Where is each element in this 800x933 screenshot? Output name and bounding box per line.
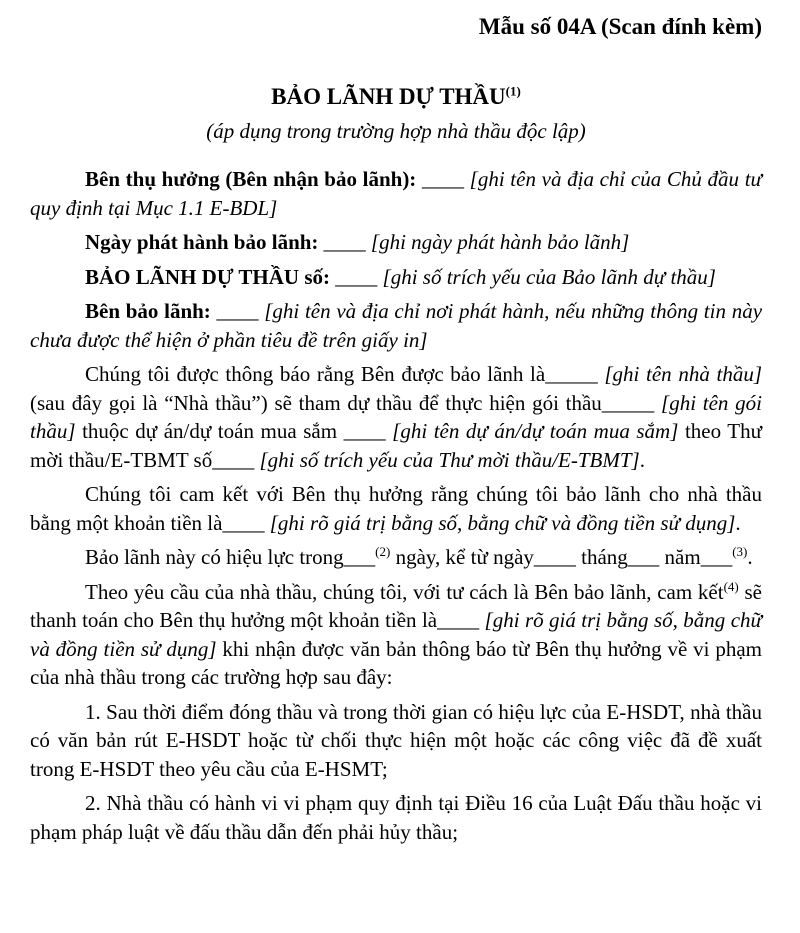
- text-run: Chúng tôi được thông báo rằng Bên được bảo lãnh là_____: [85, 362, 605, 386]
- para-issue-date: [30, 228, 762, 257]
- text-run: .: [747, 545, 753, 569]
- text-run: 2. Nhà thầu có hành vi vi phạm quy định tại Điều 16 của Luật Đấu thầu hoặc vi phạm pháp luật về đấu thầu dẫn đến phải hủy thầu;: [30, 791, 762, 844]
- text-run: [ghi tên và địa chỉ nơi phát hành, nếu những thông tin này chưa được thể hiện ở phần tiêu đề trên giấy in]: [30, 299, 763, 352]
- text-run: ____: [330, 264, 383, 289]
- text-run: ngày, kể từ ngày____ tháng___ năm___: [390, 545, 733, 569]
- text-run: .: [639, 447, 645, 472]
- para-guarantee-number: [30, 263, 762, 292]
- text-run: [ghi tên và địa chỉ của Chủ đầu tư quy định tại Mục 1.1 E-BDL]: [30, 167, 763, 220]
- text-run: Ngày phát hành bảo lãnh:: [85, 230, 319, 254]
- title-footnote-ref: (1): [505, 83, 521, 99]
- text-run: BẢO LÃNH DỰ THẦU số:: [85, 264, 331, 289]
- document-subtitle: (áp dụng trong trường hợp nhà thầu độc lập): [206, 119, 586, 143]
- text-run: 1. Sau thời điểm đóng thầu và trong thời gian có hiệu lực của E-HSDT, nhà thầu có văn bản rút E-HSDT hoặc từ chối thực hiện một hoặc các công việc đã đề xuất trong E-HSDT theo yêu cầu của E-HSMT;: [30, 699, 762, 781]
- text-run: [ghi rõ giá trị bằng số, bằng chữ và đồng tiền sử dụng]: [30, 608, 762, 661]
- document-body: [30, 165, 762, 846]
- text-run: [ghi số trích yếu của Thư mời thầu/E-TBMT]: [259, 447, 640, 472]
- text-run: ____: [416, 167, 470, 191]
- para-case-1: [30, 698, 762, 784]
- document-title: [30, 82, 762, 112]
- text-run: Theo yêu cầu của nhà thầu, chúng tôi, với tư cách là Bên bảo lãnh, cam kết: [85, 579, 724, 604]
- text-run: Bảo lãnh này có hiệu lực trong___: [85, 545, 376, 569]
- para-guarantor: [30, 297, 762, 354]
- text-run: [ghi tên gói thầu]: [30, 390, 762, 443]
- text-run: ____: [318, 230, 371, 254]
- text-run: .: [735, 510, 741, 535]
- para-case-2: [30, 789, 762, 846]
- text-run: [ghi ngày phát hành bảo lãnh]: [370, 230, 630, 254]
- para-validity: [30, 543, 762, 572]
- para-beneficiary: [30, 165, 762, 222]
- text-run: [ghi số trích yếu của Bảo lãnh dự thầu]: [382, 264, 716, 289]
- text-run: Bên bảo lãnh:: [85, 299, 211, 323]
- text-run: (4): [723, 578, 739, 594]
- text-run: (sau đây gọi là “Nhà thầu”) sẽ tham dự thầu để thực hiện gói thầu_____: [30, 390, 662, 415]
- text-run: sẽ thanh toán cho Bên thụ hưởng một khoản tiền là____: [30, 579, 762, 632]
- para-commitment-amount: [30, 480, 762, 537]
- para-notification: [30, 360, 762, 474]
- text-run: (2): [375, 544, 391, 559]
- form-number-note: Mẫu số 04A (Scan đính kèm): [478, 14, 762, 39]
- text-run: [ghi rõ giá trị bằng số, bằng chữ và đồng tiền sử dụng]: [269, 510, 736, 535]
- text-run: [ghi tên dự án/dự toán mua sắm]: [392, 419, 679, 443]
- text-run: ____: [210, 299, 265, 323]
- text-run: theo Thư mời thầu/E-TBMT số____: [30, 419, 762, 472]
- para-payment-commitment: [30, 578, 762, 692]
- document-title-text: BẢO LÃNH DỰ THẦU: [271, 84, 506, 109]
- text-run: [ghi tên nhà thầu]: [604, 362, 762, 386]
- text-run: (3): [732, 544, 748, 559]
- text-run: khi nhận được văn bản thông báo từ Bên thụ hưởng về vi phạm của nhà thầu trong các trường hợp sau đây:: [30, 636, 763, 689]
- text-run: thuộc dự án/dự toán mua sắm ____: [75, 419, 393, 443]
- text-run: Bên thụ hưởng (Bên nhận bảo lãnh):: [85, 167, 417, 191]
- text-run: Chúng tôi cam kết với Bên thụ hưởng rằng chúng tôi bảo lãnh cho nhà thầu bằng một khoản tiền là____: [30, 482, 762, 535]
